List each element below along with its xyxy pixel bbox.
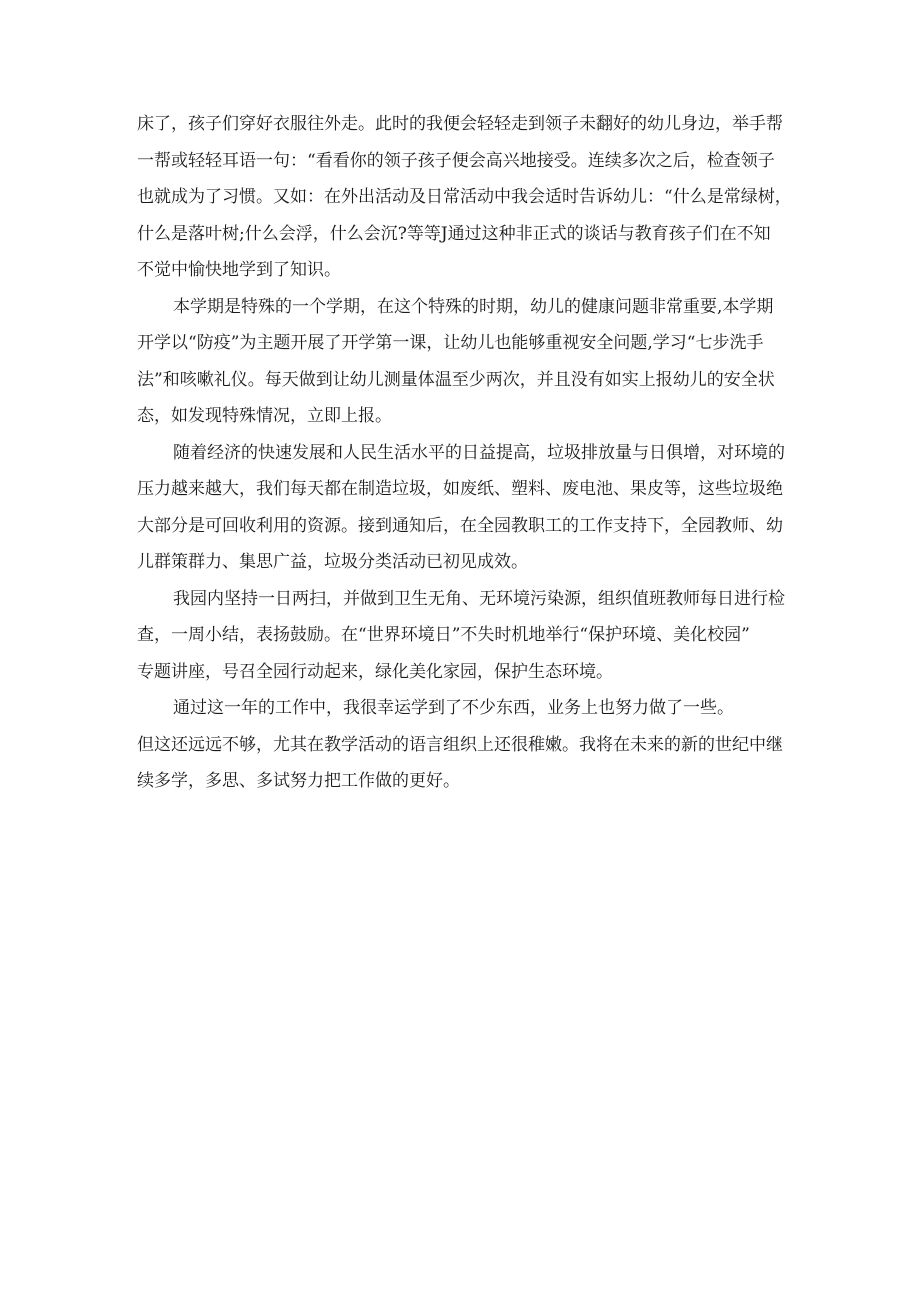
text-line: 也就成为了习惯。又如：在外出活动及日常活动中我会适时告诉幼儿：“什么是常绿树， bbox=[137, 187, 792, 207]
text-line: 法”和咳嗽礼仪。每天做到让幼儿测量体温至少两次，并且没有如实上报幼儿的安全状 bbox=[137, 369, 775, 390]
text-line: 不觉中愉快地学到了知识。 bbox=[137, 260, 341, 280]
text-line: 儿群策群力、集思广益，垃圾分类活动已初见成效。 bbox=[137, 552, 528, 572]
text-line: 续多学，多思、多试努力把工作做的更好。 bbox=[137, 771, 460, 791]
paragraph-first-line: 随着经济的快速发展和人民生活水平的日益提高，垃圾排放量与日俱增，对环境的 bbox=[173, 442, 785, 463]
text-line: 开学以“防疫”为主题开展了开学第一课，让幼儿也能够重视安全问题,学习“七步洗手 bbox=[137, 333, 764, 353]
text-line: 一帮或轻轻耳语一句：“看看你的领子孩子便会高兴地接受。连续多次之后，检查领子 bbox=[137, 150, 775, 171]
text-line: 床了，孩子们穿好衣服往外走。此时的我便会轻轻走到领子未翻好的幼儿身边，举手帮 bbox=[137, 114, 783, 134]
text-line: 查，一周小结，表扬鼓励。在“世界环境日”不失时机地举行“保护环境、美化校园” bbox=[137, 625, 750, 645]
text-line: 但这还远远不够，尤其在教学活动的语言组织上还很稚嫩。我将在未来的新的世纪中继 bbox=[137, 734, 783, 755]
paragraph-first-line: 我园内坚持一日两扫，并做到卫生无角、无环境污染源，组织值班教师每日进行检 bbox=[173, 588, 785, 609]
document-body bbox=[137, 106, 797, 800]
paragraph-first-line: 通过这一年的工作中，我很幸运学到了不少东西，业务上也努力做了一些。 bbox=[173, 698, 734, 718]
paragraph-first-line: 本学期是特殊的一个学期，在这个特殊的时期，幼儿的健康问题非常重要,本学期 bbox=[173, 296, 774, 317]
text-line: 态，如发现特殊情况，立即上报。 bbox=[137, 406, 392, 426]
text-line: 大部分是可回收利用的资源。接到通知后，在全园教职工的工作支持下，全园教师、幼 bbox=[137, 515, 783, 536]
text-line: 什么是落叶树;什么会浮，什么会沉?等等J通过这种非正式的谈话与教育孩子们在不知 bbox=[137, 223, 771, 244]
text-line: 压力越来越大，我们每天都在制造垃圾，如废纸、塑料、废电池、果皮等，这些垃圾绝 bbox=[137, 479, 783, 499]
text-line: 专题讲座，号召全园行动起来，绿化美化家园，保护生态环境。 bbox=[137, 661, 613, 682]
